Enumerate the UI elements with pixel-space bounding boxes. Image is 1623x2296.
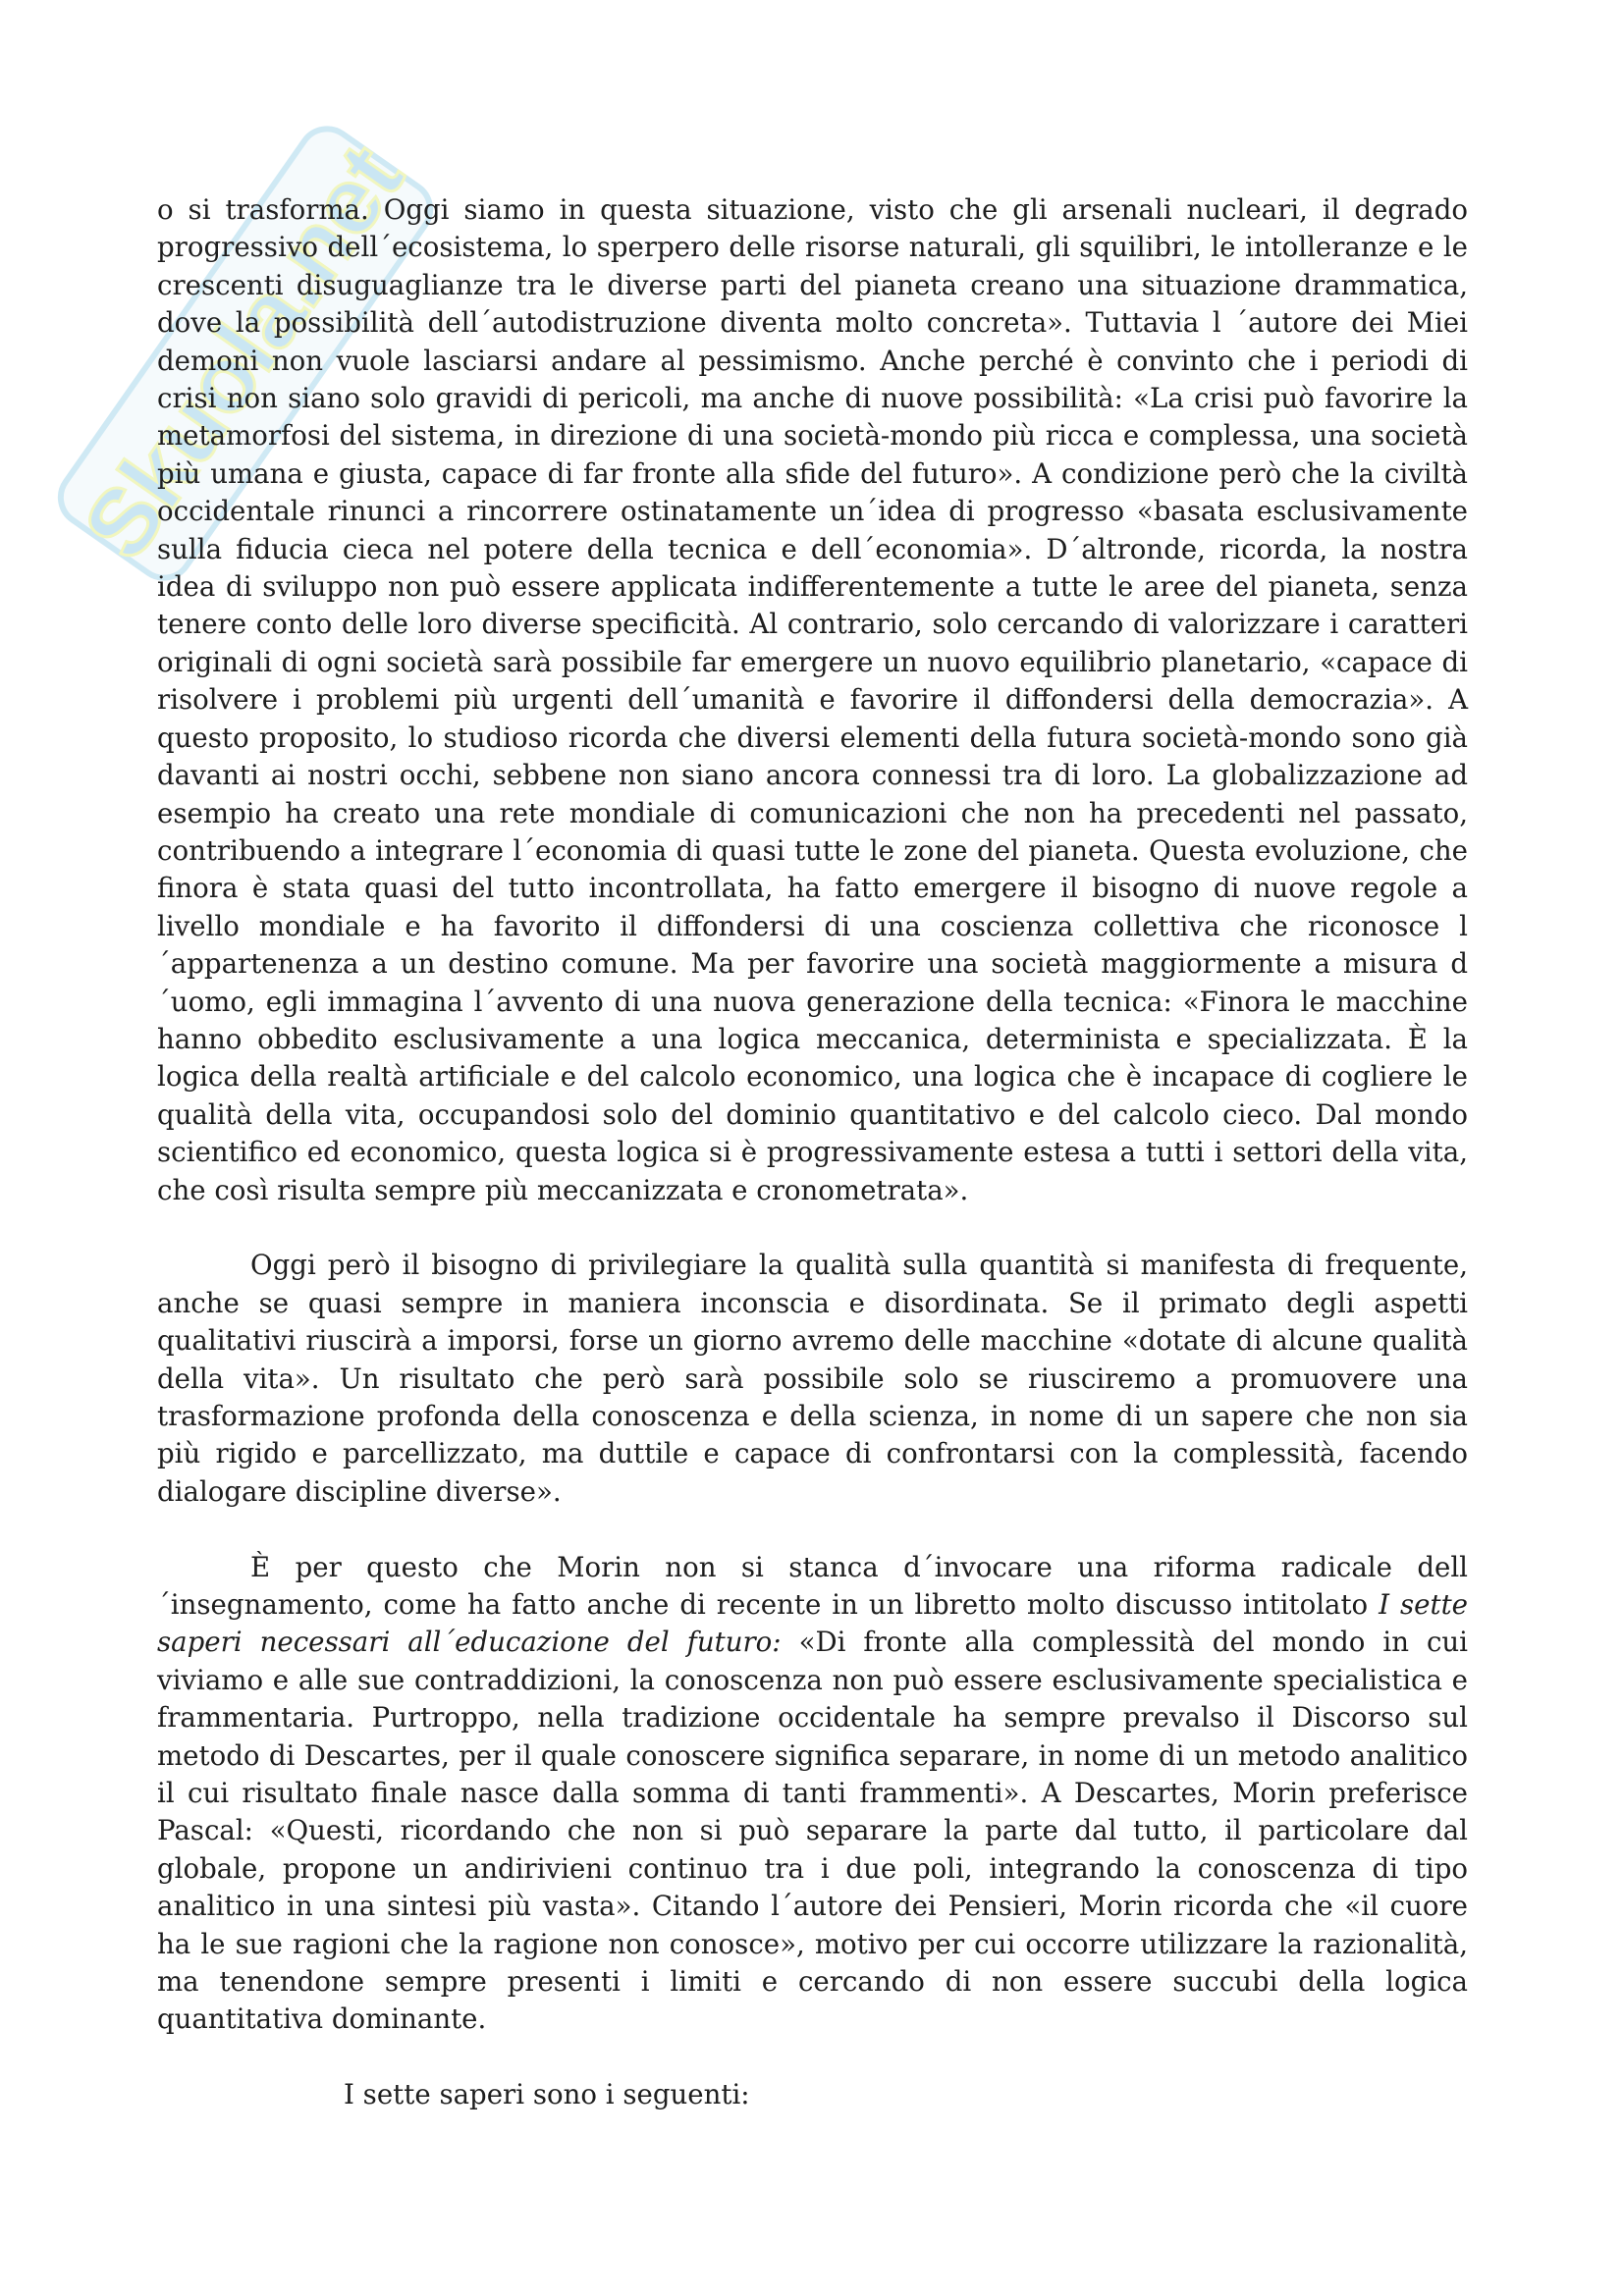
paragraph-4: I sette saperi sono i seguenti: [344, 2078, 750, 2111]
paragraph-3 [157, 1549, 1468, 2039]
paragraph-3-text-before-title: È per questo che Morin non si stanca d´invocare una riforma radicale dell ´insegnamento, come ha fatto anche di recente in un libretto molto discusso intitolato [157, 1550, 1468, 1621]
document-body [157, 191, 1468, 2114]
watermark-text: Skuola.net [63, 127, 423, 578]
paragraph-1: o si trasforma. Oggi siamo in questa situazione, visto che gli arsenali nucleari, il degrado progressivo dell´ecosistema, lo sperpero delle risorse naturali, gli squilibri, le intolleranze e le crescenti disuguaglianze tra le diverse parti del pianeta creano una situazione drammatica, dove la possibilità dell´autodistruzione diventa molto concreta». Tuttavia l ´autore dei Miei demoni non vuole lasciarsi andare al pessimismo. Anche perché è convinto che i periodi di crisi non siano solo gravidi di pericoli, ma anche di nuove possibilità: «La crisi può favorire la metamorfosi del sistema, in direzione di una società-mondo più ricca e complessa, una società più umana e giusta, capace di far fronte alla sfide del futuro». A condizione però che la civiltà occidentale rinunci a rincorrere ostinatamente un´idea di progresso «basata esclusivamente sulla fiducia cieca nel potere della tecnica e dell´economia». D´altronde, ricorda, la nostra idea di sviluppo non può essere applicata indifferentemente a tutte le aree del pianeta, senza tenere conto delle loro diverse specificità. Al contrario, solo cercando di valorizzare i caratteri originali di ogni società sarà possibile far emergere un nuovo equilibrio planetario, «capace di risolvere i problemi più urgenti dell´umanità e favorire il diffondersi della democrazia». A questo proposito, lo studioso ricorda che diversi elementi della futura società-mondo sono già davanti ai nostri occhi, sebbene non siano ancora connessi tra di loro. La globalizzazione ad esempio ha creato una rete mondiale di comunicazioni che non ha precedenti nel passato, contribuendo a integrare l´economia di quasi tutte le zone del pianeta. Questa evoluzione, che finora è stata quasi del tutto incontrollata, ha fatto emergere il bisogno di nuove regole a livello mondiale e ha favorito il diffondersi di una coscienza collettiva che riconosce l ´appartenenza a un destino comune. Ma per favorire una società maggiormente a misura d ´uomo, egli immagina l´avvento di una nuova generazione della tecnica: «Finora le macchine hanno obbedito esclusivamente a una logica meccanica, determinista e specializzata. È la logica della realtà artificiale e del calcolo economico, una logica che è incapace di cogliere le qualità della vita, occupandosi solo del dominio quantitativo e del calcolo cieco. Dal mondo scientifico ed economico, questa logica si è progressivamente estesa a tutti i settori della vita, che così risulta sempre più meccanizzata e cronometrata». [157, 193, 1468, 1206]
paragraph-3-text-after-title: «Di fronte alla complessità del mondo in cui viviamo e alle sue contraddizioni, la conoscenza non può essere esclusivamente specialistica e frammentaria. Purtroppo, nella tradizione occidentale ha sempre prevalso il Discorso sul metodo di Descartes, per il quale conoscere significa separare, in nome di un metodo analitico il cui risultato finale nasce dalla somma di tanti frammenti». A Descartes, Morin preferisce Pascal: «Questi, ricordando che non si può separare la parte dal tutto, il particolare dal globale, propone un andirivieni continuo tra i due poli, integrando la conoscenza di tipo analitico in una sintesi più vasta». Citando l´autore dei Pensieri, Morin ricorda che «il cuore ha le sue ragioni che la ragione non conosce», motivo per cui occorre utilizzare la razionalità, ma tenendone sempre presenti i limiti e cercando di non essere succubi della logica quantitativa dominante. [157, 1626, 1468, 2036]
paragraph-2: Oggi però il bisogno di privilegiare la qualità sulla quantità si manifesta di frequente, anche se quasi sempre in maniera inconscia e disordinata. Se il primato degli aspetti qualitativi riuscirà a imporsi, forse un giorno avremo delle macchine «dotate di alcune qualità della vita». Un risultato che però sarà possibile solo se riusciremo a promuovere una trasformazione profonda della conoscenza e della scienza, in nome di un sapere che non sia più rigido e parcellizzato, ma duttile e capace di confrontarsi con la complessità, facendo dialogare discipline diverse». [157, 1249, 1468, 1508]
book-title: I sette saperi necessari all´educazione del futuro: [157, 1588, 1469, 1659]
